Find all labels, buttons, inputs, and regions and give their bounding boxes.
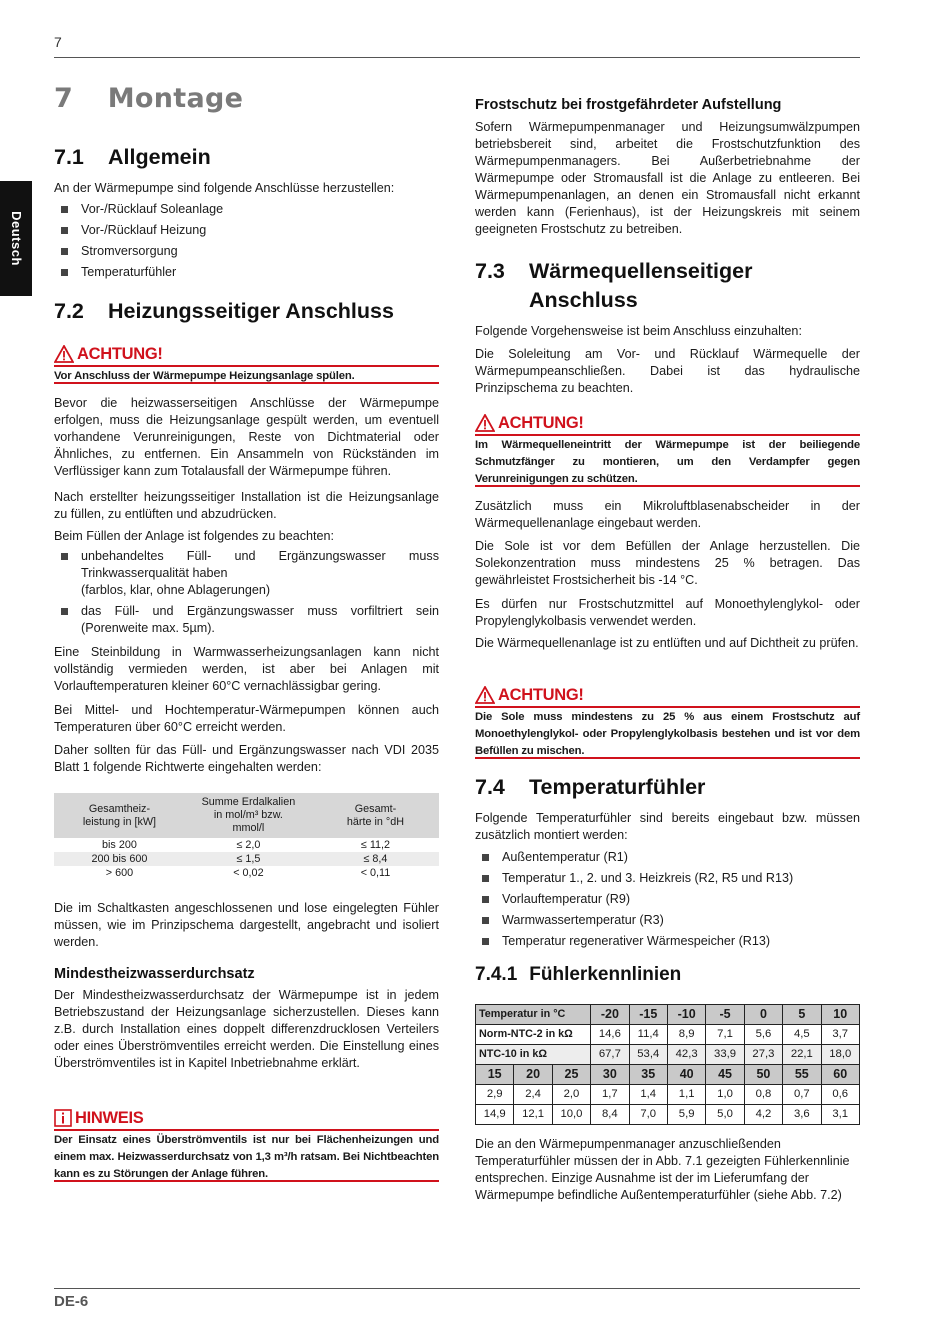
table-cell: 25	[552, 1065, 590, 1085]
table-cell: 50	[744, 1065, 782, 1085]
chapter-title	[54, 83, 244, 114]
table-cell: 0,8	[744, 1085, 782, 1105]
table-cell: 55	[783, 1065, 821, 1085]
notice-bottom-rule	[475, 757, 860, 759]
section-title: Temperaturfühler	[529, 775, 706, 799]
section-7-4-1-heading	[475, 963, 681, 987]
section-number: 7.4.1	[475, 964, 518, 985]
bullet-square-icon	[61, 248, 68, 255]
section-title-line2: Anschluss	[529, 288, 638, 312]
paragraph: Sofern Wärmepumpenmanager und Heizungsumwälzpumpen betriebsbereit sind, arbeitet die Frostschutzfunktion des Wärmepumpenmanagers. Bei Außerbetriebnahme der Wärmepumpe oder Stromausfall ist die Anlage zu entleeren. Bei Wärmepumpenanlagen, an denen ein Stromausfall nicht erkannt werden kann (Ferienhaus), ist der Heizungskreis mit seinem geeigneten Frostschutz zu betreiben.	[475, 120, 860, 236]
paragraph: Daher sollten für das Füll- und Ergänzungswasser nach VDI 2035 Blatt 1 folgende Richtwerte eingehalten werden:	[54, 743, 439, 774]
table-cell: 42,3	[667, 1045, 705, 1065]
table-cell: 7,0	[629, 1105, 667, 1125]
warning-triangle-icon	[475, 686, 495, 704]
paragraph: Zusätzlich muss ein Mikroluftblasenabscheider in der Wärmequellenanlage eingebaut werden.	[475, 499, 860, 530]
list-item: Vorlauftemperatur (R9)	[475, 891, 860, 908]
table-cell: 7,1	[706, 1025, 744, 1045]
paragraph: Folgende Temperaturfühler sind bereits eingebaut bzw. müssen zusätzlich montiert werden:	[475, 811, 860, 842]
table-cell: 2,9	[476, 1085, 514, 1105]
page-header-chapter-number: 7	[54, 34, 62, 50]
table-cell: 10	[821, 1005, 859, 1025]
section-title: Allgemein	[108, 145, 211, 169]
table-cell: ≤ 1,5	[185, 852, 312, 866]
table-cell: 5,9	[667, 1105, 705, 1125]
table-cell: 14,9	[476, 1105, 514, 1125]
header-divider	[54, 57, 860, 58]
bullet-square-icon	[482, 917, 489, 924]
list-item: Temperatur 1., 2. und 3. Heizkreis (R2, R5 und R13)	[475, 870, 860, 887]
paragraph: Der Mindestheizwasserdurchsatz der Wärmepumpe ist in jedem Betriebszustand der Heizungsanlage sicherzustellen. Dieses kann z.B. durch Installation eines doppelt differenzdrucklosen Verteilers oder eines Überströmventiles erreicht werden. Die Einstellung eines Überströmventiles ist in Kapitel Inbetriebnahme erklärt.	[54, 988, 439, 1070]
notice-top-rule	[475, 434, 860, 436]
section-7-1-intro: An der Wärmepumpe sind folgende Anschlüsse herzustellen:	[54, 181, 395, 195]
list-item: unbehandeltes Füll- und Ergänzungswasser muss Trinkwasserqualität haben (farblos, klar, ohne Ablagerungen)	[54, 548, 439, 599]
table-cell: 35	[629, 1065, 667, 1085]
frost-heading: Frostschutz bei frostgefährdeter Aufstellung	[475, 97, 782, 113]
mindest-heading: Mindestheizwasserdurchsatz	[54, 966, 255, 982]
notice-label: ACHTUNG!	[77, 344, 163, 363]
section-title-line1: Wärmequellenseitiger	[529, 259, 753, 283]
table-cell: 3,6	[783, 1105, 821, 1125]
table-cell: bis 200	[102, 838, 137, 851]
list-item: das Füll- und Ergänzungswasser muss vorfiltriert sein (Porenweite max. 5µm).	[54, 603, 439, 637]
list-item: Stromversorgung	[54, 243, 439, 260]
table-cell: < 0,11	[360, 866, 391, 879]
table-header-cell: Gesamt- härte in °dH	[312, 793, 439, 838]
paragraph: Die Wärmequellenanlage ist zu entlüften und auf Dichtheit zu prüfen.	[475, 636, 859, 650]
list-item: Temperatur regenerativer Wärmespeicher (R13)	[475, 933, 860, 950]
table-row	[476, 1005, 860, 1025]
table-row	[54, 838, 439, 852]
connections-list	[54, 201, 439, 285]
warning-notice-brine	[475, 685, 860, 761]
table-cell: 60	[821, 1065, 859, 1085]
section-title: Heizungsseitiger Anschluss	[108, 299, 394, 323]
section-number: 7.1	[54, 145, 84, 169]
info-icon	[54, 1109, 72, 1127]
paragraph: Bevor die heizwasserseitigen Anschlüsse der Wärmepumpe erfolgen, muss die Heizungsanlage gespült werden, um eventuell vorhandene Verunreinigungen, Reste von Dichtmaterial oder Ähnliches, zu entfernen. Ein Ansammeln von Rückständen im Verflüssiger kann zum Totalausfall der Wärmepumpe führen.	[54, 396, 439, 478]
table-cell: < 0,02	[233, 866, 264, 879]
table-cell: 40	[667, 1065, 705, 1085]
bullet-square-icon	[482, 875, 489, 882]
table-cell: 1,7	[591, 1085, 629, 1105]
warning-notice-flush	[54, 344, 439, 386]
section-7-2-heading	[54, 297, 394, 326]
paragraph: Die Sole ist vor dem Befüllen der Anlage herzustellen. Die Solekonzentration muss mindestens 25 % betragen. Das gewährleistet Frostsicherheit bis -14 °C.	[475, 539, 860, 587]
paragraph: Bei Mittel- und Hochtemperatur-Wärmepumpen können auch Temperaturen über 60°C erreicht werden.	[54, 703, 439, 734]
table-cell: 5,0	[706, 1105, 744, 1125]
table-cell: 5,6	[744, 1025, 782, 1045]
table-cell: ≤ 11,2	[360, 838, 391, 851]
table-row	[476, 1045, 860, 1065]
chapter-number: 7	[54, 83, 74, 114]
paragraph: Folgende Vorgehensweise ist beim Anschluss einzuhalten:	[475, 324, 802, 338]
bullet-square-icon	[61, 608, 68, 615]
notice-label: HINWEIS	[75, 1108, 144, 1127]
paragraph: Beim Füllen der Anlage ist folgendes zu beachten:	[54, 529, 335, 543]
section-number: 7.3	[475, 259, 505, 283]
bullet-square-icon	[482, 938, 489, 945]
table-cell: -10	[667, 1005, 705, 1025]
table-cell: 15	[476, 1065, 514, 1085]
notice-text: Die Sole muss mindestens zu 25 % aus einem Frostschutz auf Monoethylenglykol- oder Propylenglykolbasis bestehen und ist vor dem Befüllen zu mischen.	[475, 711, 860, 757]
table-cell: 0	[744, 1005, 782, 1025]
table-row	[476, 1065, 860, 1085]
table-cell: -20	[591, 1005, 629, 1025]
table-cell: 1,0	[706, 1085, 744, 1105]
notice-header	[475, 413, 584, 433]
bullet-square-icon	[61, 227, 68, 234]
notice-text: Im Wärmequelleneintritt der Wärmepumpe ist der beiliegende Schmutzfänger zu montieren, um den Verdampfer gegen Verunreinigungen zu schützen.	[475, 439, 860, 485]
fill-water-list	[54, 548, 439, 641]
table-cell: 53,4	[629, 1045, 667, 1065]
bullet-square-icon	[482, 896, 489, 903]
notice-label: ACHTUNG!	[498, 685, 584, 704]
table-cell: 3,1	[821, 1105, 859, 1125]
bullet-square-icon	[482, 854, 489, 861]
table-row	[54, 852, 439, 866]
notice-header	[475, 685, 584, 705]
section-7-4-heading	[475, 773, 705, 802]
bullet-square-icon	[61, 269, 68, 276]
notice-label: ACHTUNG!	[498, 413, 584, 432]
footer-page-number: DE-6	[54, 1293, 89, 1310]
table-cell: 11,4	[629, 1025, 667, 1045]
table-cell: 8,9	[667, 1025, 705, 1045]
section-number: 7.2	[54, 299, 84, 323]
table-cell: 18,0	[821, 1045, 859, 1065]
table-row	[54, 866, 439, 880]
table-cell: 4,2	[744, 1105, 782, 1125]
list-item: Vor-/Rücklauf Heizung	[54, 222, 439, 239]
table-cell: > 600	[105, 866, 134, 879]
table-cell: 2,4	[514, 1085, 552, 1105]
table-cell: 27,3	[744, 1045, 782, 1065]
table-cell: 5	[783, 1005, 821, 1025]
table-row	[476, 1105, 860, 1125]
chapter-heading: Montage	[107, 83, 244, 114]
paragraph: Die Soleleitung am Vor- und Rücklauf Wärmequelle der Wärmepumpeanschließen. Dabei ist das hydraulische Prinzipschema zu beachten.	[475, 347, 860, 395]
table-cell: 3,7	[821, 1025, 859, 1045]
notice-top-rule	[475, 706, 860, 708]
notice-top-rule	[54, 1129, 439, 1131]
sensor-list	[475, 849, 860, 954]
table-cell: 67,7	[591, 1045, 629, 1065]
sensor-characteristics-table	[475, 1004, 860, 1125]
list-item: Vor-/Rücklauf Soleanlage	[54, 201, 439, 218]
table-cell: 200 bis 600	[54, 852, 185, 866]
table-label-cell: NTC-10 in kΩ	[476, 1045, 591, 1065]
table-cell: 33,9	[706, 1045, 744, 1065]
section-number: 7.4	[475, 775, 505, 799]
notice-bottom-rule	[54, 1180, 439, 1182]
table-cell: 1,1	[667, 1085, 705, 1105]
list-item: Außentemperatur (R1)	[475, 849, 860, 866]
table-header-cell: Summe Erdalkalien in mol/m³ bzw. mmol/l	[185, 793, 312, 838]
table-cell: 4,5	[783, 1025, 821, 1045]
warning-notice-strainer	[475, 413, 860, 489]
notice-top-rule	[54, 365, 439, 367]
section-7-1-heading	[54, 143, 211, 172]
table-cell: 1,4	[629, 1085, 667, 1105]
bullet-square-icon	[61, 553, 68, 560]
table-cell: 2,0	[552, 1085, 590, 1105]
bullet-square-icon	[61, 206, 68, 213]
table-cell: -15	[629, 1005, 667, 1025]
notice-header	[54, 344, 163, 364]
table-cell: ≤ 8,4	[312, 852, 439, 866]
section-7-3-heading	[475, 257, 752, 315]
table-cell: 20	[514, 1065, 552, 1085]
table-cell: 45	[706, 1065, 744, 1085]
info-notice	[54, 1108, 439, 1184]
warning-triangle-icon	[475, 414, 495, 432]
paragraph: Eine Steinbildung in Warmwasserheizungsanlagen kann nicht vollständig vermieden werden, ist aber bei Anlagen mit Vorlauftemperaturen kleiner 60°C vernachlässigbar gering.	[54, 645, 439, 693]
list-item: Warmwassertemperatur (R3)	[475, 912, 860, 929]
table-cell: 14,6	[591, 1025, 629, 1045]
paragraph: Nach erstellter heizungsseitiger Installation ist die Heizungsanlage zu füllen, zu entlüften und abzudrücken.	[54, 490, 439, 521]
language-side-tab	[0, 181, 32, 296]
table-cell: 0,7	[783, 1085, 821, 1105]
table-cell: 22,1	[783, 1045, 821, 1065]
warning-triangle-icon	[54, 345, 74, 363]
section-title: Fühlerkennlinien	[529, 964, 682, 985]
water-hardness-table	[54, 793, 439, 880]
paragraph: Die an den Wärmepumpenmanager anzuschließenden Temperaturfühler müssen der in Abb. 7.1 gezeigten Fühlerkennlinie entsprechen. Einzige Ausnahme ist der im Lieferumfang der Wärmepumpe befindliche Außentemperaturfühler (siehe Abb. 7.2)	[475, 1137, 850, 1202]
table-cell: 12,1	[514, 1105, 552, 1125]
footer-divider	[54, 1288, 860, 1289]
notice-bottom-rule	[475, 485, 860, 487]
language-tab-label: Deutsch	[8, 211, 24, 266]
notice-header	[54, 1108, 143, 1128]
table-label-cell: Norm-NTC-2 in kΩ	[476, 1025, 591, 1045]
table-row	[476, 1085, 860, 1105]
table-label-cell: Temperatur in °C	[476, 1005, 591, 1025]
notice-text: Der Einsatz eines Überströmventils ist nur bei Flächenheizungen und einem max. Heizwasserdurchsatz von 1,3 m³/h ratsam. Bei Nichtbeachten kann es zu Störungen der Anlage führen.	[54, 1134, 439, 1180]
paragraph: Die im Schaltkasten angeschlossenen und lose eingelegten Fühler müssen, wie im Prinzipschema dargestellt, angebracht und isoliert werden.	[54, 901, 439, 949]
notice-bottom-rule	[54, 382, 439, 384]
table-header-cell: Gesamtheiz- leistung in [kW]	[54, 793, 185, 838]
table-cell: -5	[706, 1005, 744, 1025]
table-cell: 30	[591, 1065, 629, 1085]
paragraph: Es dürfen nur Frostschutzmittel auf Monoethylenglykol- oder Propylenglykolbasis verwendet werden.	[475, 597, 860, 628]
table-cell: 8,4	[591, 1105, 629, 1125]
table-cell: 0,6	[821, 1085, 859, 1105]
notice-text: Vor Anschluss der Wärmepumpe Heizungsanlage spülen.	[54, 370, 355, 382]
table-cell: 10,0	[552, 1105, 590, 1125]
table-row	[476, 1025, 860, 1045]
table-cell: ≤ 2,0	[236, 838, 261, 851]
list-item: Temperaturfühler	[54, 264, 439, 281]
